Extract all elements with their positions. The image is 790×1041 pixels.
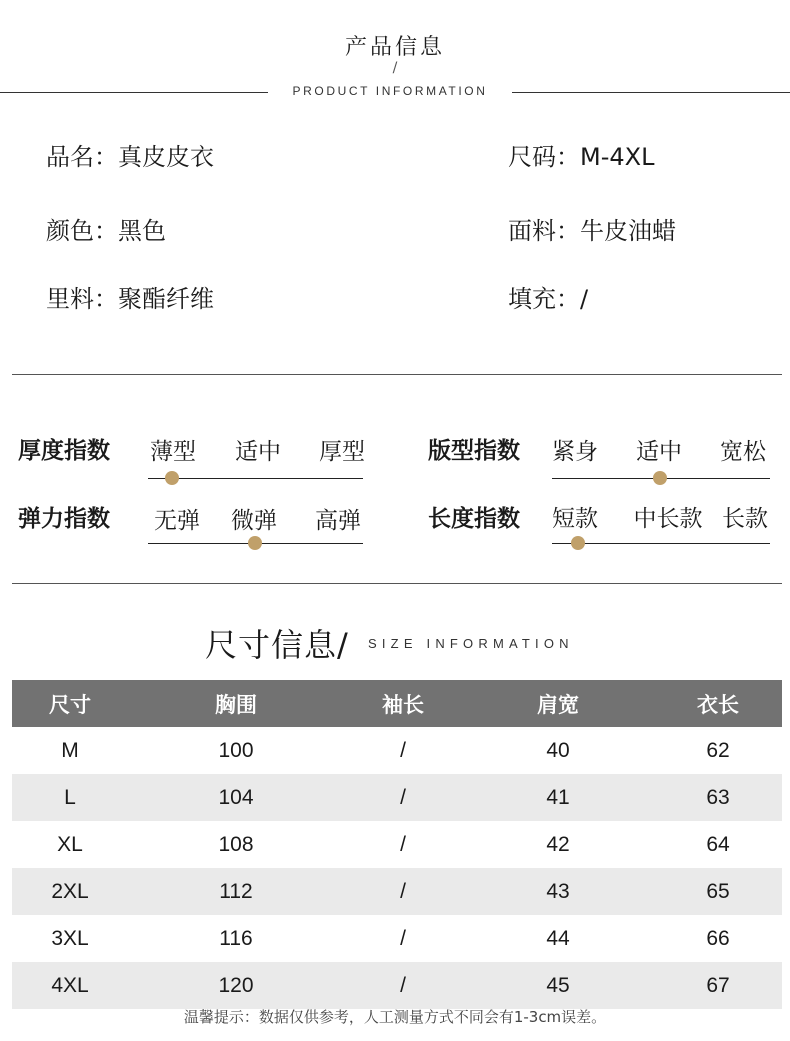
- cell-size: L: [12, 774, 128, 821]
- header-length: 衣长: [654, 680, 782, 727]
- thickness-option-medium: 适中: [235, 439, 281, 465]
- fit-option-loose: 宽松: [720, 439, 766, 465]
- cell-sleeve: /: [344, 962, 462, 1009]
- product-filling: 填充：/: [508, 285, 589, 313]
- elasticity-option-none: 无弹: [154, 508, 200, 534]
- size-table: [12, 680, 782, 1009]
- table-row: [12, 868, 782, 915]
- cell-sleeve: /: [344, 774, 462, 821]
- cell-chest: 120: [128, 962, 344, 1009]
- length-indicator: [571, 536, 585, 550]
- size-info-title: 尺寸信息/: [205, 626, 349, 664]
- elasticity-indicator: [248, 536, 262, 550]
- fit-option-slim: 紧身: [552, 439, 598, 465]
- cell-size: 4XL: [12, 962, 128, 1009]
- cell-length: 65: [654, 868, 782, 915]
- cell-length: 64: [706, 832, 730, 856]
- cell-chest: 116: [219, 926, 253, 950]
- cell-shoulder: 40: [546, 738, 570, 762]
- section-divider: [12, 374, 782, 375]
- length-index-label: 长度指数: [428, 506, 520, 532]
- thickness-scale: [148, 478, 363, 479]
- product-lining: 里料：聚酯纤维: [46, 285, 214, 313]
- cell-length: 66: [706, 926, 730, 950]
- title-slash: /: [392, 60, 398, 76]
- elasticity-option-slight: 微弹: [231, 508, 277, 534]
- cell-sleeve: /: [400, 832, 406, 856]
- length-option-mid: 中长款: [633, 506, 703, 532]
- measurement-note: 温馨提示：数据仅供参考，人工测量方式不同会有1-3cm误差。: [183, 1008, 607, 1026]
- cell-sleeve: /: [344, 868, 462, 915]
- length-option-long: 长款: [722, 506, 768, 532]
- header-sleeve: 袖长: [344, 680, 462, 727]
- cell-length: 62: [706, 738, 730, 762]
- thickness-indicator: [165, 471, 179, 485]
- section-divider: [12, 583, 782, 584]
- product-size: 尺码：M-4XL: [508, 143, 655, 171]
- product-fabric: 面料：牛皮油蜡: [508, 217, 676, 245]
- cell-sleeve: /: [400, 926, 406, 950]
- cell-sleeve: /: [400, 738, 406, 762]
- thickness-option-thin: 薄型: [150, 439, 196, 465]
- cell-chest: 100: [218, 738, 254, 762]
- product-color: 颜色：黑色: [46, 217, 166, 245]
- cell-size: 3XL: [51, 926, 89, 950]
- header-shoulder: 肩宽: [462, 680, 654, 727]
- product-name: 品名：真皮皮衣: [46, 143, 214, 171]
- cell-shoulder: 45: [462, 962, 654, 1009]
- cell-shoulder: 44: [546, 926, 570, 950]
- section-subtitle: PRODUCT INFORMATION: [292, 84, 488, 98]
- table-row: [12, 915, 782, 962]
- table-header-row: [12, 680, 782, 727]
- table-row: [12, 727, 782, 774]
- fit-index-label: 版型指数: [428, 438, 520, 464]
- cell-shoulder: 42: [546, 832, 570, 856]
- cell-length: 67: [654, 962, 782, 1009]
- elasticity-option-high: 高弹: [315, 508, 361, 534]
- header-size: 尺寸: [12, 680, 128, 727]
- table-row: [12, 821, 782, 868]
- cell-chest: 112: [128, 868, 344, 915]
- thickness-option-thick: 厚型: [319, 439, 365, 465]
- fit-option-regular: 适中: [636, 439, 682, 465]
- cell-chest: 104: [128, 774, 344, 821]
- cell-length: 63: [654, 774, 782, 821]
- cell-size: XL: [57, 832, 83, 856]
- size-info-subtitle: SIZE INFORMATION: [368, 636, 574, 651]
- cell-shoulder: 41: [462, 774, 654, 821]
- divider-left: [0, 92, 268, 93]
- cell-size: M: [61, 738, 79, 762]
- length-option-short: 短款: [552, 506, 598, 532]
- header-chest: 胸围: [128, 680, 344, 727]
- thickness-index-label: 厚度指数: [18, 438, 110, 464]
- fit-indicator: [653, 471, 667, 485]
- cell-size: 2XL: [12, 868, 128, 915]
- table-row: [12, 962, 782, 1009]
- elasticity-index-label: 弹力指数: [18, 506, 110, 532]
- table-row: [12, 774, 782, 821]
- cell-chest: 108: [218, 832, 254, 856]
- divider-right: [512, 92, 790, 93]
- cell-shoulder: 43: [462, 868, 654, 915]
- section-title: 产品信息: [344, 35, 445, 60]
